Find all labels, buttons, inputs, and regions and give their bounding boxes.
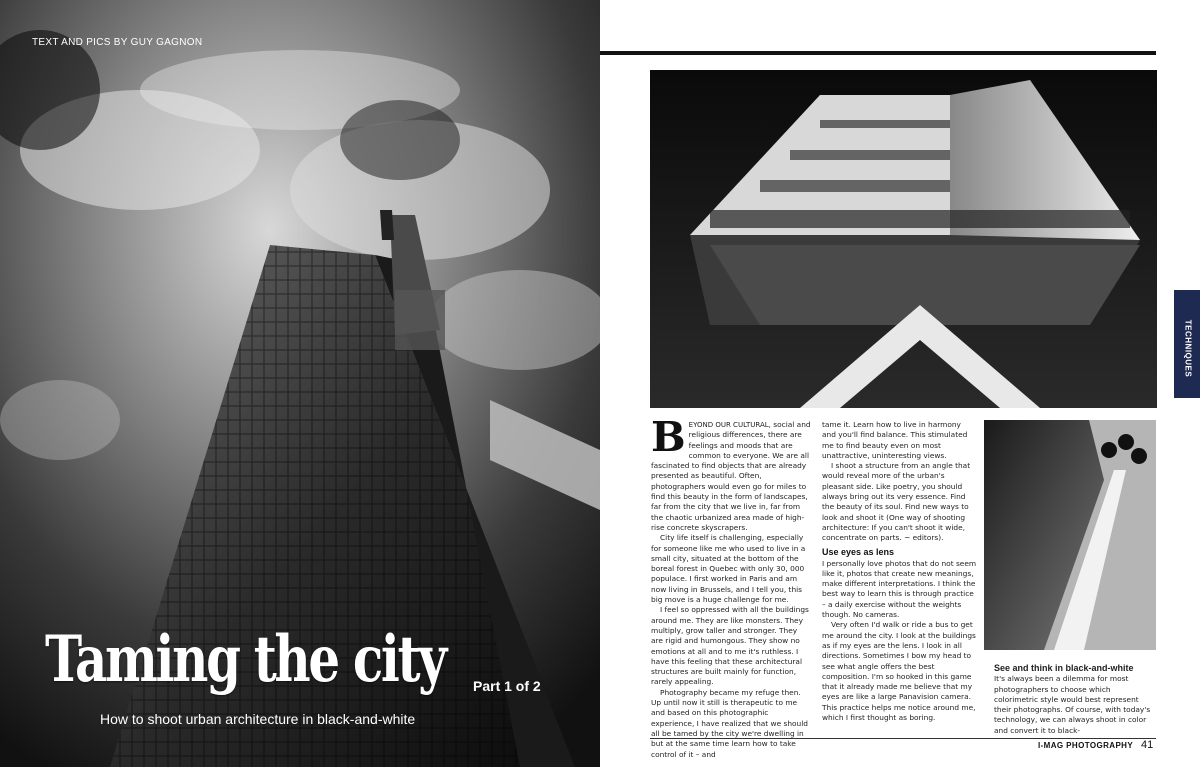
article-title: Taming the city bbox=[45, 622, 445, 697]
paragraph: tame it. Learn how to live in harmony and you'll find balance. This stimulated me to find beauty even on most unattractive, uninteresting views. bbox=[822, 420, 968, 460]
streetlamp-photo bbox=[984, 420, 1156, 650]
building-photo bbox=[650, 70, 1157, 408]
title-block bbox=[45, 622, 558, 697]
paragraph: City life itself is challenging, especially for someone like me who used to live in a small city, situated at the bottom of the boreal forest in Quebec with only 30, 000 populace. I first worked in Paris and am now living in Brussels, and I tell you, this big move is a huge challenge for me. bbox=[651, 533, 806, 605]
paragraph: Very often I'd walk or ride a bus to get me around the city. I look at the buildings as if my eyes are the lens. I look in all directions. Sometimes I bow my head to see what angle offers the best composition. I'm so hooked in this game that it already made me believe that my eyes are like a large Panavision camera. This practice helps me notice around me, which I first thought as boring. bbox=[822, 620, 976, 723]
magazine-name: I-MAG PHOTOGRAPHY bbox=[1038, 741, 1134, 750]
dropcap: B bbox=[651, 413, 686, 461]
lead-paragraph bbox=[651, 413, 811, 533]
section-heading: Use eyes as lens bbox=[822, 546, 895, 557]
lead-smallcaps: EYOND OUR CULTURAL, bbox=[688, 421, 771, 429]
section-tab-label: TECHNIQUES bbox=[1183, 319, 1193, 378]
article-page bbox=[600, 0, 1200, 767]
section-tab bbox=[1174, 290, 1200, 398]
paragraph: I personally love photos that do not seem like it, photos that create new meanings, make different interpretations. I think the best way to learn this is through practice – a daily exercise without the weights though. No cameras. bbox=[822, 558, 977, 620]
paragraph: I shoot a structure from an angle that would reveal more of the urban's pleasant side. Like poetry, you should always bring out its very essence. Find the beauty of its soul. Find new ways to look and shoot it (One way of shooting architecture: If you can't shoot it wide, concentrate on parts. ~ editors). bbox=[822, 461, 971, 543]
article-column-1 bbox=[651, 413, 811, 760]
footer-rule bbox=[650, 738, 1156, 739]
paragraph: I feel so oppressed with all the buildings around me. They are like monsters. They multiply, grow taller and stronger. They are rigid and humongous. They show no emotions at all and to me it's ruthless. I have this feeling that these architectural structures are built mainly for function, rarely appealing. bbox=[651, 605, 809, 687]
byline: TEXT AND PICS BY GUY GAGNON bbox=[32, 37, 203, 48]
page-number: 41 bbox=[1141, 739, 1154, 751]
paragraph: social and religious differences, there are feelings and moods that are common to everyone. We are all fascinated to find objects that are already presented as beautiful. Often, photographers would even go for miles to find this beauty in the form of landscapes, far from the city that we live in, far from the chaotic urbanized area made of high-rise concrete skyscrapers. bbox=[651, 420, 811, 532]
article-subtitle: How to shoot urban architecture in black-and-white bbox=[100, 711, 416, 727]
article-column-2 bbox=[822, 420, 977, 723]
header-rule bbox=[600, 51, 1156, 55]
section-heading: See and think in black-and-white bbox=[994, 663, 1134, 673]
paragraph: It's always been a dilemma for most photographers to choose which colorimetric style would best represent their photographs. Of course, with today's technology, we can always shoot in color and convert it to black- bbox=[994, 674, 1151, 735]
paragraph: Photography became my refuge then. Up until now it still is therapeutic to me and based on this photographic experience, I have realized that we should all be tamed by the city we're dwelling in but at the same time learn how to take control of it – and bbox=[651, 687, 808, 759]
article-column-3 bbox=[994, 663, 1156, 736]
part-label: Part 1 of 2 bbox=[473, 678, 541, 694]
